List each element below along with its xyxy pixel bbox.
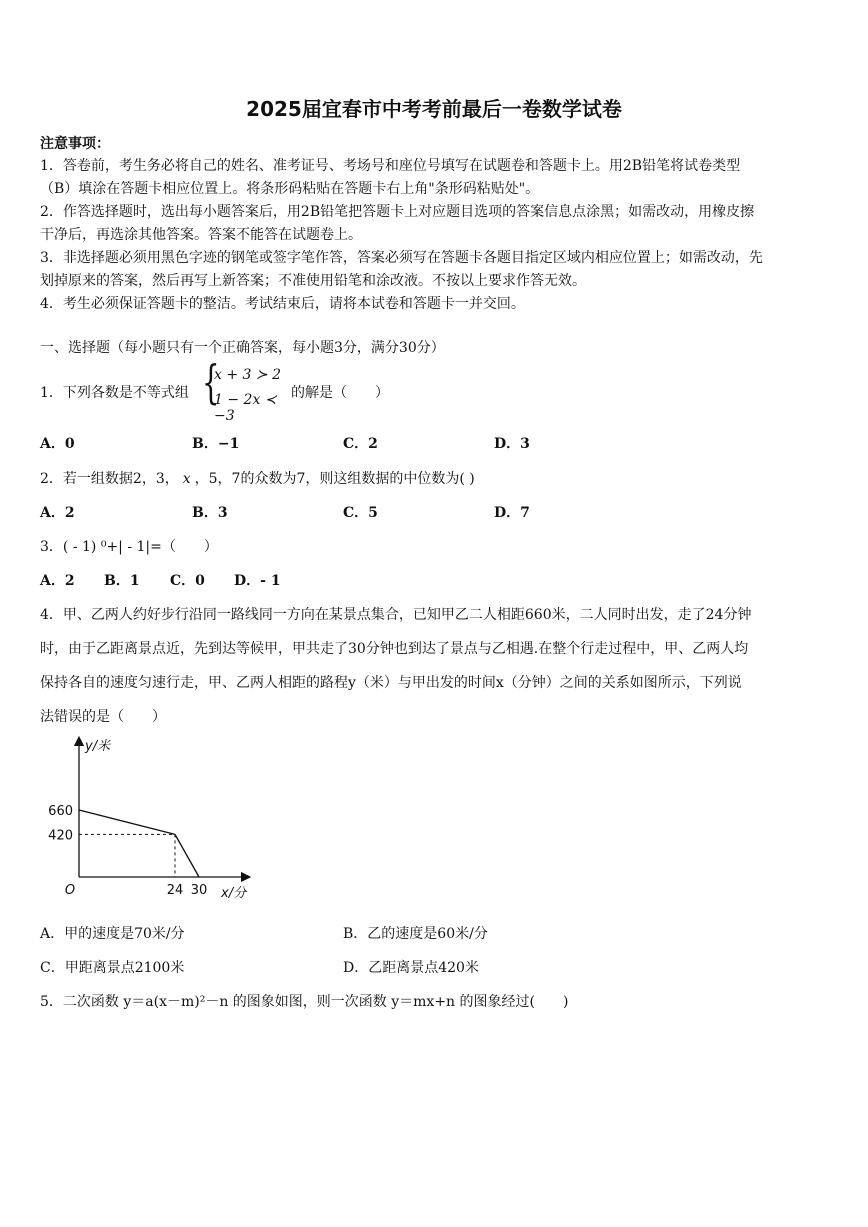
q3-option-d: D．- 1 [234,573,281,589]
q3-option-c: C．0 [170,573,205,589]
y-tick-label: 420 [48,828,73,844]
x-tick-label: 30 [190,883,208,898]
notice-heading: 注意事项： [40,136,110,152]
origin-label: O [64,883,76,898]
q1-prefix: 1．下列各数是不等式组 [40,385,189,401]
section-heading: 一、选择题（每小题只有一个正确答案，每小题3分，满分30分） [40,340,445,356]
notice-line: 3．非选择题必须用黑色字迹的钢笔或签字笔作答，答案必须写在答题卡各题目指定区域内相应位置上；如需改动，先 [40,250,763,266]
notice-line: 2．作答选择题时，选出每小题答案后，用2B铅笔把答题卡上对应题目选项的答案信息点涂黑；如需改动，用橡皮擦 [40,204,755,220]
q2-option-c: C．5 [343,505,378,521]
series-segment [175,834,199,877]
q2-var: x [182,471,191,487]
q4-line: 4．甲、乙两人约好步行沿同一路线同一方向在某景点集合，已知甲乙二人相距660米，二人同时出发，走了24分钟 [40,607,752,623]
q2-text-a: 2．若一组数据2，3， [40,471,179,487]
q1-suffix: 的解是（ ） [291,385,389,401]
q4-line: 保持各自的速度匀速行走，甲、乙两人相距的路程y（米）与甲出发的时间x（分钟）之间的关系如图所示，下列说 [40,675,742,691]
page-title: 2025届宜春市中考考前最后一卷数学试卷 [246,97,622,121]
q4-option-a: A．甲的速度是70米/分 [40,926,185,942]
q2-text-b: ，5，7的众数为7，则这组数据的中位数为( ) [194,471,475,487]
q4-option-d: D．乙距离景点420米 [343,960,479,976]
q1-option-c: C．2 [343,436,378,452]
notice-line: （B）填涂在答题卡相应位置上。将条形码粘贴在答题卡右上角"条形码粘贴处"。 [40,181,540,197]
q3-option-b: B．1 [104,573,140,589]
q3-text: 3．( - 1) ⁰+| - 1|=（ ） [40,539,218,555]
q1-option-a: A．0 [40,436,75,452]
q2-text [40,468,475,488]
notice-line: 4．考生必须保证答题卡的整洁。考试结束后，请将本试卷和答题卡一并交回。 [40,296,525,312]
x-axis-label: x/分 [221,886,247,901]
brace-glyph: { [202,355,220,409]
q2-option-b: B．3 [192,505,228,521]
q1-option-b: B．−1 [192,436,240,452]
q4-line: 时，由于乙距离景点近，先到达等候甲，甲共走了30分钟也到达了景点与乙相遇.在整个行走过程中，甲、乙两人均 [40,641,749,657]
series-segment [79,810,175,834]
inequality-row-1: x + 3 ≻ 2 [214,367,281,383]
q1-option-d: D．3 [494,436,530,452]
inequality-system [202,355,292,424]
inequality-row-2: 1 − 2x ≺ −3 [214,392,277,424]
q4-option-c: C．甲距离景点2100米 [40,960,185,976]
q4-option-b: B．乙的速度是60米/分 [343,926,488,942]
q5-text: 5．二次函数 y＝a(x－m)²－n 的图象如图，则一次函数 y＝mx+n 的图象经过( ) [40,994,569,1010]
notice-line: 划掉原来的答案，然后再写上新答案；不准使用铅笔和涂改液。不按以上要求作答无效。 [40,273,586,289]
notice-line: 干净后，再选涂其他答案。答案不能答在试题卷上。 [40,227,362,243]
notice-line: 1．答卷前，考生务必将自己的姓名、准考证号、考场号和座位号填写在试题卷和答题卡上。用2B铅笔将试卷类型 [40,158,741,174]
q2-option-a: A．2 [40,505,75,521]
q4-line: 法错误的是（ ） [40,709,166,725]
distance-time-graph [40,735,270,905]
q2-option-d: D．7 [494,505,530,521]
q3-option-a: A．2 [40,573,75,589]
y-tick-label: 660 [48,804,73,820]
y-axis-label: y/米 [85,739,111,754]
x-tick-label: 24 [166,883,184,898]
